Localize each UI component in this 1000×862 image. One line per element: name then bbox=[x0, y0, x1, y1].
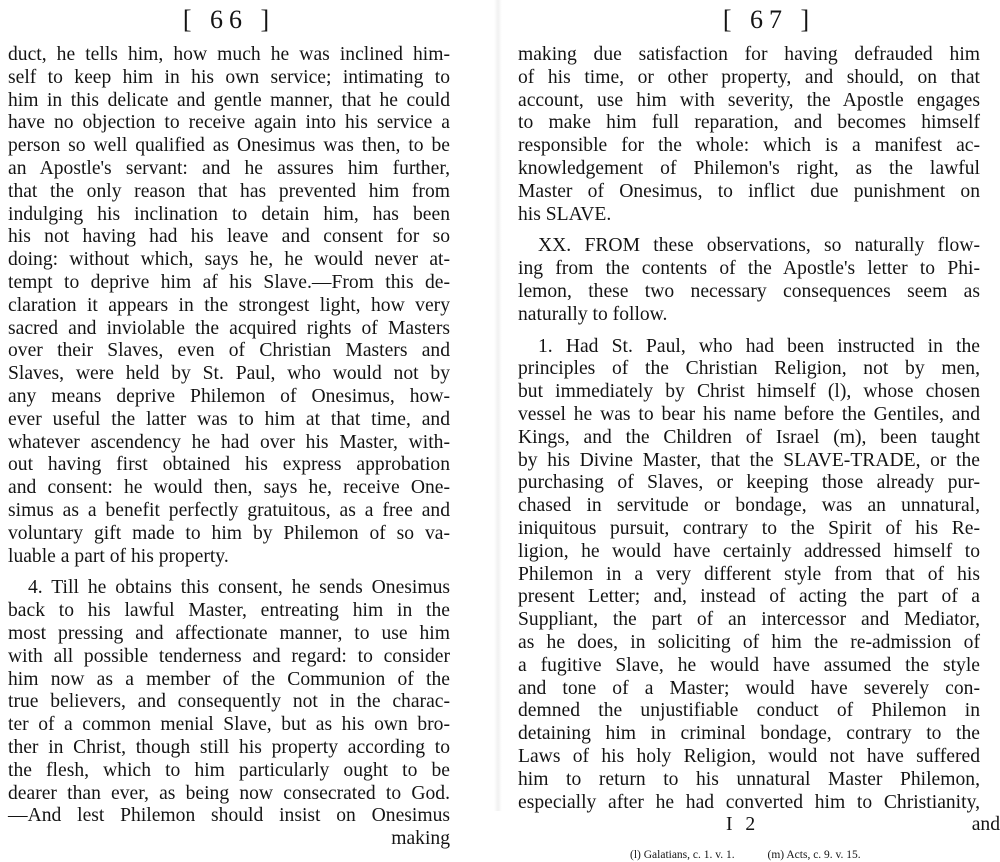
text-line: back to his lawful Master, entreating him in the bbox=[8, 600, 450, 622]
text-line: over their Slaves, even of Christian Masters and bbox=[8, 340, 450, 362]
page-number-left: [ 66 ] bbox=[182, 5, 276, 34]
text-line: ever useful the latter was to him at that time, and bbox=[8, 408, 450, 430]
text-line: dearer than ever, as being now consecrated to God. bbox=[8, 782, 450, 804]
text-line: knowledgement of Philemon's right, as the lawful bbox=[518, 157, 980, 179]
text-line: out having first obtained his express approbation bbox=[8, 454, 450, 476]
text-line: principles of the Christian Religion, not by men, bbox=[518, 358, 980, 380]
text-line: sacred and inviolable the acquired rights of Masters bbox=[8, 317, 450, 339]
text-line: ligion, he would have certainly addressed himself to bbox=[518, 540, 980, 562]
signature-line bbox=[518, 814, 1000, 838]
text-line: simus as a benefit perfectly gratuitous, as a free and bbox=[8, 499, 450, 521]
text-line: most pressing and affectionate manner, to use him bbox=[8, 622, 450, 644]
text-line: ther in Christ, though still his property according to bbox=[8, 736, 450, 758]
text-line: vessel he was to bear his name before the Gentiles, and bbox=[518, 403, 980, 425]
text-line: Philemon in a very different style from that of his bbox=[518, 563, 980, 585]
text-line: demned the unjustifiable conduct of Philemon in bbox=[518, 700, 980, 722]
text-line: indulging his inclination to detain him, has been bbox=[8, 203, 450, 225]
text-line: of his time, or other property, and should, on that bbox=[518, 66, 980, 88]
text-line: true believers, and consequently not in the charac- bbox=[8, 691, 450, 713]
paragraph-start-line: 1. Had St. Paul, who had been instructed in the bbox=[538, 335, 980, 357]
text-line: present Letter; and, instead of acting the part of a bbox=[518, 586, 980, 608]
book-gutter bbox=[494, 0, 502, 811]
text-line: luable a part of his property. bbox=[8, 545, 229, 567]
text-line: Suppliant, the part of an intercessor and Mediator, bbox=[518, 609, 980, 631]
text-line: making due satisfaction for having defrauded him bbox=[518, 44, 980, 65]
text-line: duct, he tells him, how much he was inclined him- bbox=[8, 44, 450, 65]
text-line: voluntary gift made to him by Philemon of so va- bbox=[8, 522, 450, 544]
text-line: account, use him with severity, the Apostle engages bbox=[518, 89, 980, 111]
text-line: a fugitive Slave, he would have assumed the style bbox=[518, 654, 980, 676]
text-line: the flesh, which to him particularly ought to be bbox=[8, 759, 450, 781]
text-line: person so well qualified as Onesimus was then, to be bbox=[8, 135, 450, 157]
right-page bbox=[504, 0, 1000, 862]
footnote-l: (l) Galatians, c. 1. v. 1. bbox=[630, 849, 735, 862]
text-line: naturally to follow. bbox=[518, 303, 668, 325]
text-line: doing: without which, says he, he would never at- bbox=[8, 249, 450, 271]
text-line: by his Divine Master, that the SLAVE-TRADE, or the bbox=[518, 449, 980, 471]
text-line: iniquitous pursuit, contrary to the Spirit of his Re- bbox=[518, 517, 980, 539]
footnote-m: (m) Acts, c. 9. v. 15. bbox=[767, 849, 861, 862]
paragraph-start-line: 4. Till he obtains this consent, he sends Onesimus bbox=[28, 577, 450, 599]
text-line: Slaves, were held by St. Paul, who would not by bbox=[8, 363, 450, 385]
text-line: as he does, in soliciting of him the re-admission of bbox=[518, 631, 980, 653]
page-number-right: [ 67 ] bbox=[722, 5, 816, 34]
text-line: and consent: he would then, says he, receive One- bbox=[8, 477, 450, 499]
text-line: any means deprive Philemon of Onesimus, how- bbox=[8, 385, 450, 407]
section-heading-line: XX. FROM these observations, so naturally flow- bbox=[538, 235, 980, 257]
text-line: him now as a member of the Communion of the bbox=[8, 668, 450, 690]
text-line: self to keep him in his own service; intimating to bbox=[8, 66, 450, 88]
catchword-right: and bbox=[971, 814, 1000, 836]
text-line: especially after he had converted him to Christianity, bbox=[518, 791, 980, 813]
footnotes bbox=[518, 848, 1000, 862]
text-line: chased in servitude or bondage, was an unnatural, bbox=[518, 495, 980, 517]
text-line: him to return to his unnatural Master Philemon, bbox=[518, 768, 980, 790]
text-line: him in this delicate and gentle manner, that he could bbox=[8, 89, 450, 111]
signature-mark: I 2 bbox=[726, 814, 760, 836]
text-line: that the only reason that has prevented him from bbox=[8, 180, 450, 202]
text-line: but immediately by Christ himself (l), whose chosen bbox=[518, 381, 980, 403]
text-line: Kings, and the Children of Israel (m), been taught bbox=[518, 426, 980, 448]
text-line: lemon, these two necessary consequences seem as bbox=[518, 280, 980, 302]
text-line: with all possible tenderness and regard: to consider bbox=[8, 645, 450, 667]
left-page bbox=[0, 0, 490, 850]
text-line: detaining him in criminal bondage, contrary to the bbox=[518, 723, 980, 745]
text-line: —And lest Philemon should insist on Onesimus bbox=[8, 805, 450, 827]
text-line: ter of a common menial Slave, but as his own bro- bbox=[8, 714, 450, 736]
text-line: his SLAVE. bbox=[518, 203, 612, 225]
catchword-left: making bbox=[391, 828, 450, 850]
text-line: his not having had his leave and consent for so bbox=[8, 226, 450, 248]
text-line: purchasing of Slaves, or keeping those already pur- bbox=[518, 472, 980, 494]
text-line: ing from the contents of the Apostle's letter to Phi- bbox=[518, 258, 980, 280]
text-line: to make him full reparation, and becomes himself bbox=[518, 112, 980, 134]
text-line: claration it appears in the strongest light, how very bbox=[8, 294, 450, 316]
text-line: whatever ascendency he had over his Master, with- bbox=[8, 431, 450, 453]
text-line: and tone of a Master; would have severely con- bbox=[518, 677, 980, 699]
text-line: responsible for the whole: which is a manifest ac- bbox=[518, 135, 980, 157]
text-line: an Apostle's servant: and he assures him further, bbox=[8, 157, 450, 179]
text-line: tempt to deprive him af his Slave.—From this de- bbox=[8, 271, 450, 293]
text-line: have no objection to receive again into his service a bbox=[8, 112, 450, 134]
text-line: Master of Onesimus, to inflict due punishment on bbox=[518, 180, 980, 202]
text-line: Laws of his holy Religion, would not have suffered bbox=[518, 745, 980, 767]
